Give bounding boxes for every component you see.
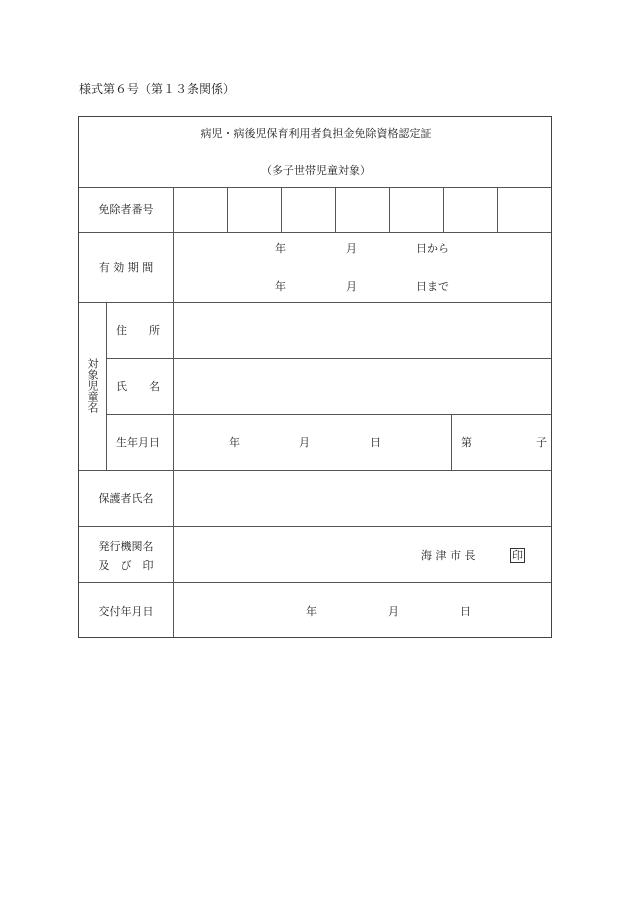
number-cell-divider — [281, 187, 282, 232]
birth-date-label: 生年月日 — [116, 436, 160, 449]
child-group-label: 対象児童名 — [86, 358, 99, 413]
validity-to-month: 月 — [346, 280, 357, 293]
exempt-number-label: 免除者番号 — [98, 203, 154, 216]
validity-from-month: 月 — [346, 242, 357, 255]
number-cell-divider — [335, 187, 336, 232]
issue-year: 年 — [306, 605, 317, 618]
label-column-divider — [173, 187, 174, 637]
seal-mark: 印 — [512, 549, 523, 562]
number-cell-divider — [497, 187, 498, 232]
divider — [79, 582, 551, 583]
certificate-table — [78, 116, 552, 638]
address-label: 住 所 — [116, 324, 160, 337]
issuer-label-line1: 発行機関名 — [98, 540, 154, 553]
validity-to-year: 年 — [275, 280, 286, 293]
birth-year: 年 — [229, 436, 240, 449]
issuer-label-line2: 及 び 印 — [98, 559, 154, 572]
divider — [79, 232, 551, 233]
number-cell-divider — [227, 187, 228, 232]
guardian-label: 保護者氏名 — [98, 492, 154, 505]
divider — [79, 187, 551, 188]
number-cell-divider — [443, 187, 444, 232]
validity-label: 有 効 期 間 — [98, 261, 154, 274]
issue-date-label: 交付年月日 — [98, 605, 154, 618]
number-cell-divider — [389, 187, 390, 232]
issue-day: 日 — [460, 605, 471, 618]
issuer-name: 海 津 市 長 — [421, 549, 476, 562]
name-label: 氏 名 — [116, 380, 160, 393]
certificate-subtitle: （多子世帯児童対象） — [261, 164, 371, 177]
validity-to-day: 日まで — [416, 280, 449, 293]
order-prefix: 第 — [461, 436, 472, 449]
certificate-title: 病児・病後児保育利用者負担金免除資格認定証 — [200, 127, 432, 140]
divider — [79, 526, 551, 527]
order-cell-divider — [451, 414, 452, 470]
order-suffix: 子 — [536, 436, 547, 449]
validity-from-day: 日から — [416, 242, 449, 255]
birth-month: 月 — [299, 436, 310, 449]
group-column-divider — [106, 302, 107, 470]
issue-month: 月 — [388, 605, 399, 618]
form-number-label: 様式第６号（第１３条関係） — [79, 82, 236, 96]
validity-from-year: 年 — [275, 242, 286, 255]
birth-day: 日 — [370, 436, 381, 449]
divider — [79, 470, 551, 471]
divider — [79, 302, 551, 303]
